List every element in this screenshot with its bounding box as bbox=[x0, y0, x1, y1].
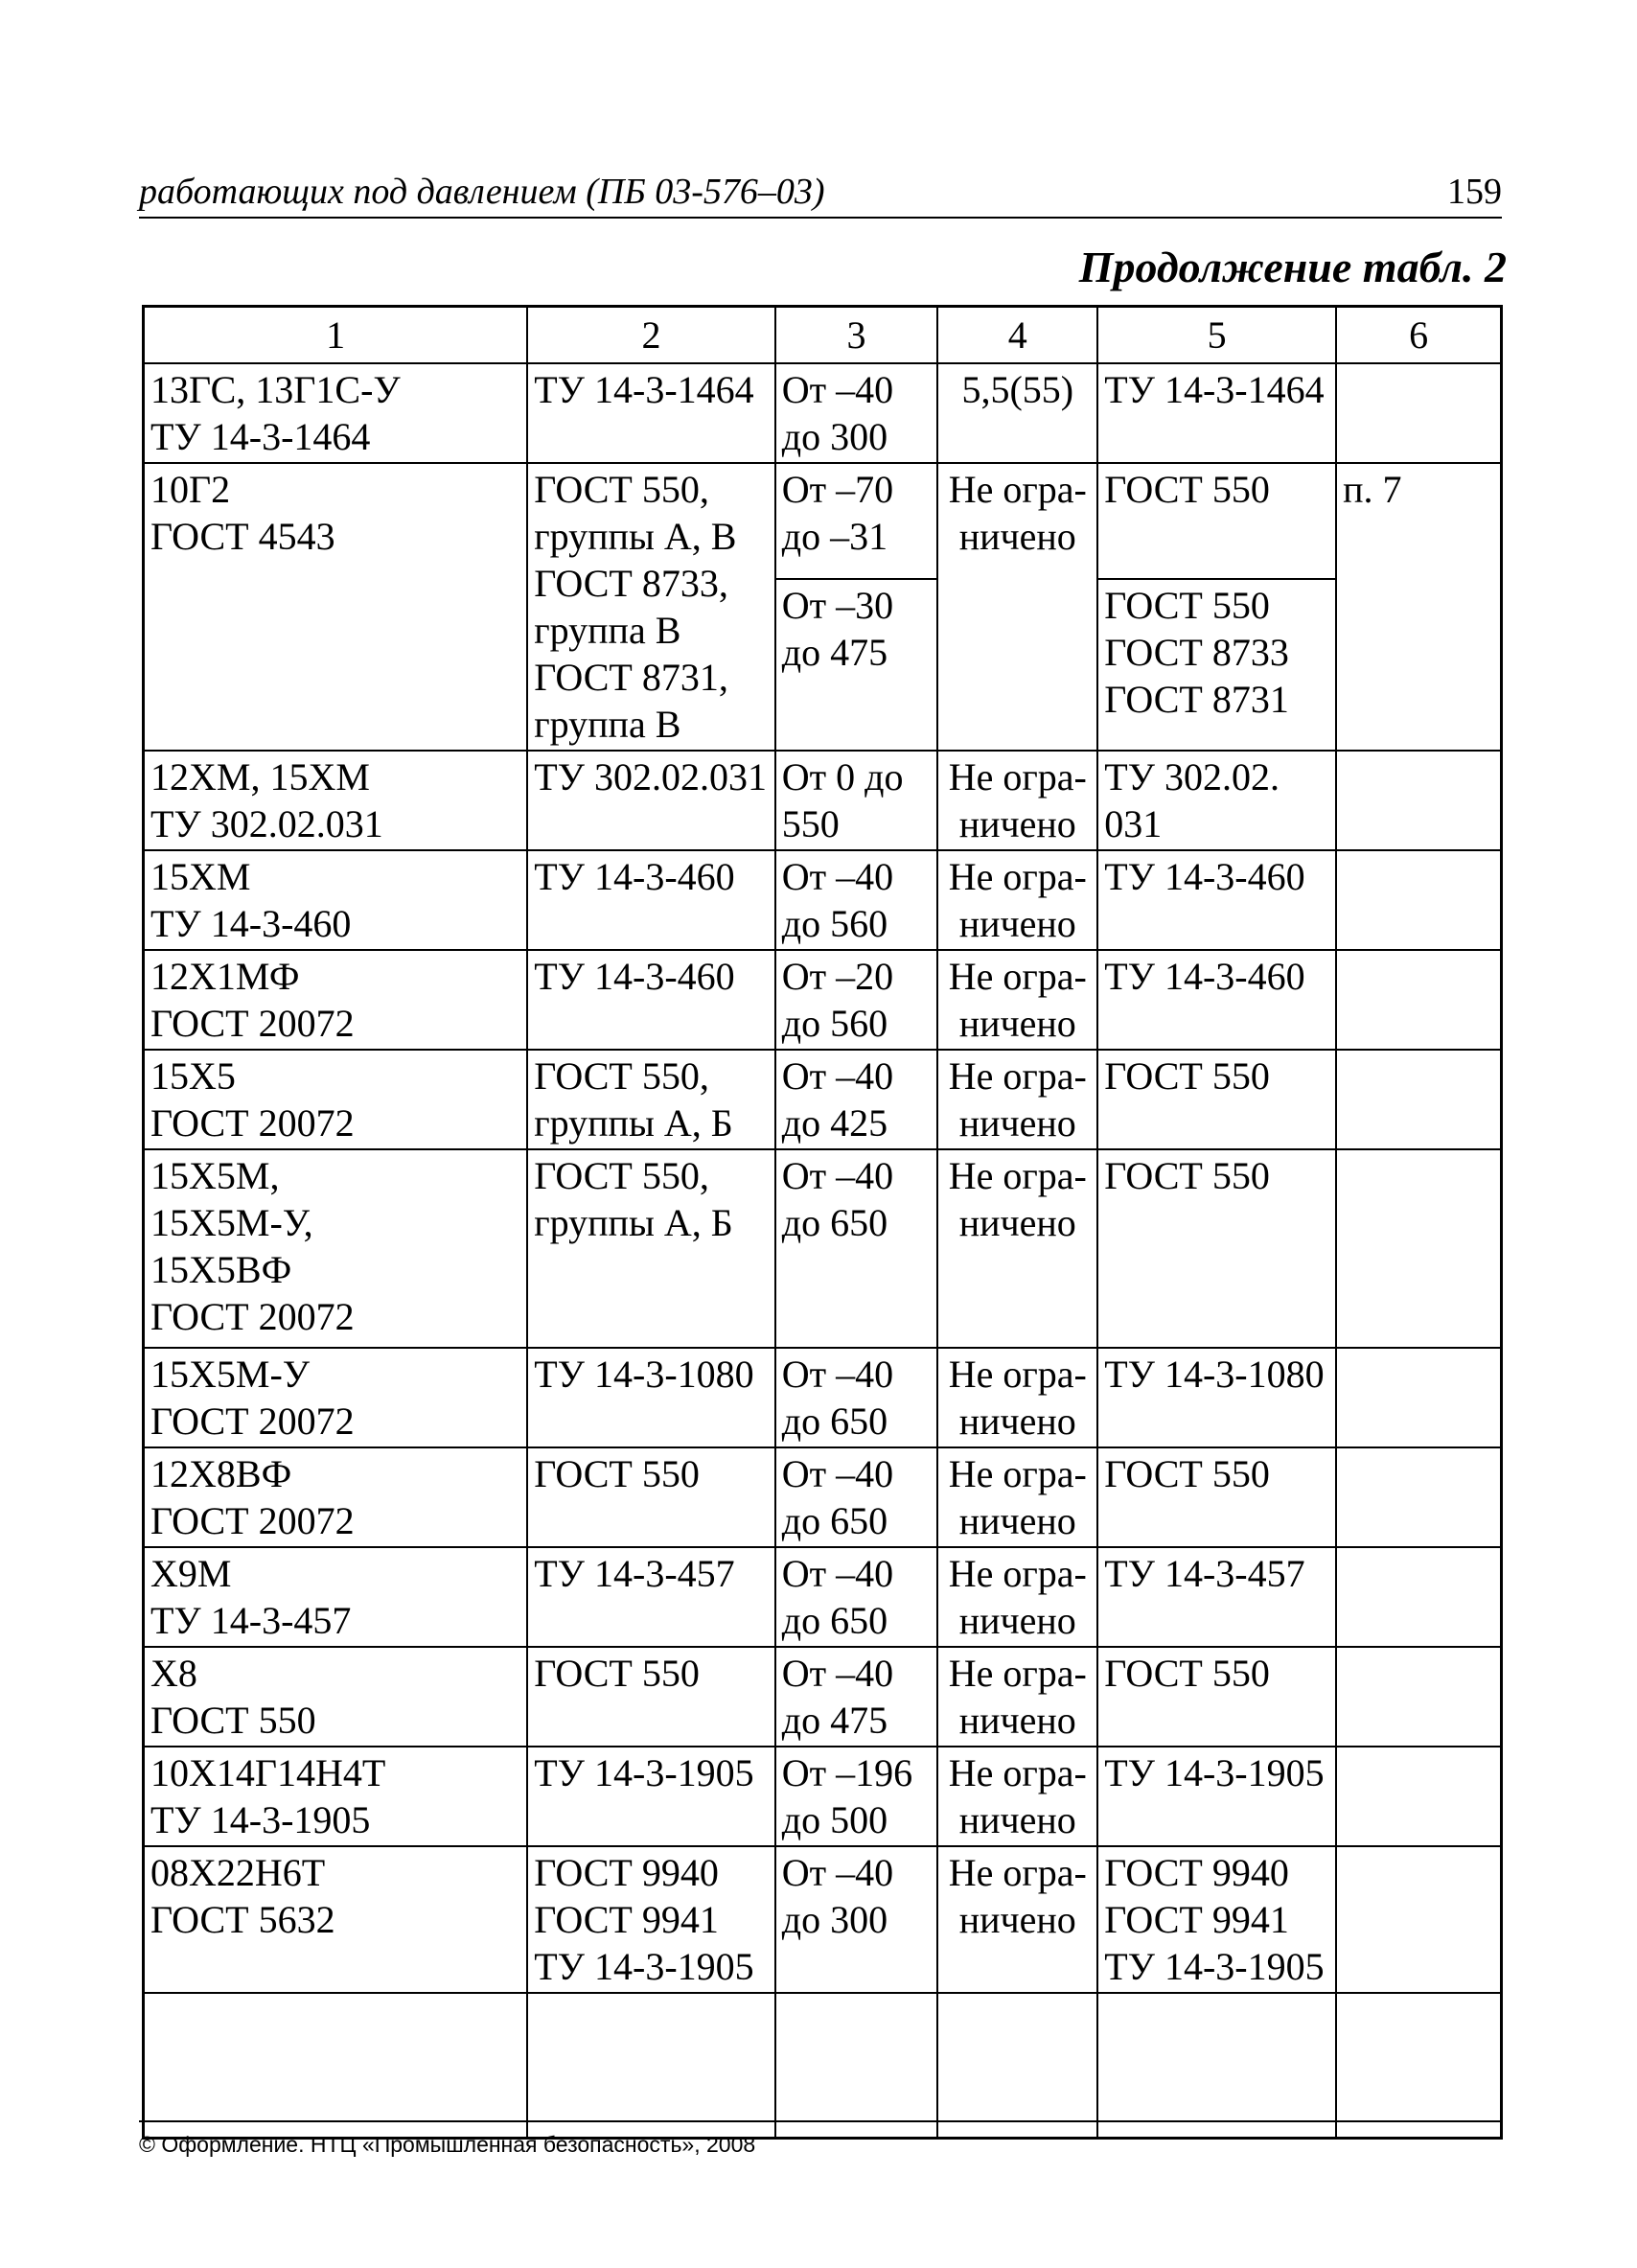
note-cell bbox=[1336, 850, 1501, 950]
steel-grade-cell: 15Х5 ГОСТ 20072 bbox=[144, 1050, 528, 1149]
column-header: 6 bbox=[1336, 307, 1501, 364]
temperature-cell: От –40 до 300 bbox=[775, 363, 938, 463]
control-spec-cell: ТУ 302.02. 031 bbox=[1097, 751, 1336, 850]
control-spec-cell: ГОСТ 550 bbox=[1097, 1050, 1336, 1149]
page-header bbox=[139, 171, 1502, 219]
spec-cell: ТУ 302.02.031 bbox=[527, 751, 775, 850]
temperature-cell: От –40 до 475 bbox=[775, 1647, 938, 1747]
control-spec-cell: ТУ 14-3-460 bbox=[1097, 850, 1336, 950]
page-number: 159 bbox=[1447, 172, 1502, 212]
header-rule bbox=[139, 217, 1502, 219]
copyright-footer: © Оформление. НТЦ «Промышленная безопасность», 2008 bbox=[139, 2132, 756, 2157]
running-title: работающих под давлением (ПБ 03-576–03) bbox=[139, 172, 825, 212]
steel-grade-cell: 13ГС, 13Г1С-У ТУ 14-3-1464 bbox=[144, 363, 528, 463]
pressure-cell: Не огра- ничено bbox=[937, 1348, 1097, 1447]
steel-grade-cell: 15Х5М, 15Х5М-У, 15Х5ВФ ГОСТ 20072 bbox=[144, 1149, 528, 1348]
note-cell: п. 7 bbox=[1336, 463, 1501, 751]
temperature-cell: От –40 до 425 bbox=[775, 1050, 938, 1149]
spec-cell: ТУ 14-3-460 bbox=[527, 950, 775, 1050]
steel-grade-cell: 12Х1МФ ГОСТ 20072 bbox=[144, 950, 528, 1050]
temperature-cell: От –40 до 650 bbox=[775, 1547, 938, 1647]
table-row bbox=[144, 1348, 1502, 1447]
spec-cell: ТУ 14-3-1464 bbox=[527, 363, 775, 463]
spec-cell: ГОСТ 550 bbox=[527, 1447, 775, 1547]
column-header: 2 bbox=[527, 307, 775, 364]
spec-cell: ТУ 14-3-1080 bbox=[527, 1348, 775, 1447]
temperature-cell: От 0 до 550 bbox=[775, 751, 938, 850]
footer-rule bbox=[139, 2120, 1502, 2122]
note-cell bbox=[1336, 363, 1501, 463]
column-header: 3 bbox=[775, 307, 938, 364]
control-spec-cell: ТУ 14-3-1080 bbox=[1097, 1348, 1336, 1447]
table-row bbox=[144, 1747, 1502, 1846]
note-cell bbox=[1336, 751, 1501, 850]
table-row bbox=[144, 1993, 1502, 2138]
steel-grade-cell bbox=[144, 1993, 528, 2138]
table-row bbox=[144, 1447, 1502, 1547]
table-row bbox=[144, 1846, 1502, 1993]
spec-cell: ГОСТ 550, группы А, В ГОСТ 8733, группа В ГОСТ 8731, группа В bbox=[527, 463, 775, 751]
steel-grade-cell: Х8 ГОСТ 550 bbox=[144, 1647, 528, 1747]
note-cell bbox=[1336, 1050, 1501, 1149]
note-cell bbox=[1336, 1348, 1501, 1447]
pressure-cell: Не огра- ничено bbox=[937, 850, 1097, 950]
control-spec-cell: ГОСТ 550 bbox=[1097, 463, 1336, 579]
steel-grade-cell: 15ХМ ТУ 14-3-460 bbox=[144, 850, 528, 950]
table-row bbox=[144, 363, 1502, 463]
pressure-cell: Не огра- ничено bbox=[937, 1447, 1097, 1547]
steel-grade-cell: Х9М ТУ 14-3-457 bbox=[144, 1547, 528, 1647]
pressure-cell bbox=[937, 1993, 1097, 2138]
pressure-cell: Не огра- ничено bbox=[937, 463, 1097, 751]
column-header: 1 bbox=[144, 307, 528, 364]
table-row bbox=[144, 1050, 1502, 1149]
spec-cell: ТУ 14-3-460 bbox=[527, 850, 775, 950]
temperature-cell: От –40 до 560 bbox=[775, 850, 938, 950]
spec-cell: ГОСТ 550 bbox=[527, 1647, 775, 1747]
pressure-cell: Не огра- ничено bbox=[937, 1149, 1097, 1348]
pressure-cell: Не огра- ничено bbox=[937, 1647, 1097, 1747]
pressure-cell: Не огра- ничено bbox=[937, 751, 1097, 850]
note-cell bbox=[1336, 1747, 1501, 1846]
table-row bbox=[144, 751, 1502, 850]
pressure-cell: Не огра- ничено bbox=[937, 1050, 1097, 1149]
temperature-cell: От –40 до 300 bbox=[775, 1846, 938, 1993]
note-cell bbox=[1336, 1846, 1501, 1993]
control-spec-cell: ГОСТ 550 bbox=[1097, 1647, 1336, 1747]
control-spec-cell: ГОСТ 550 bbox=[1097, 1149, 1336, 1348]
steel-grade-cell: 10Х14Г14Н4Т ТУ 14-3-1905 bbox=[144, 1747, 528, 1846]
control-spec-cell: ГОСТ 550 ГОСТ 8733 ГОСТ 8731 bbox=[1097, 579, 1336, 751]
pressure-cell: Не огра- ничено bbox=[937, 1846, 1097, 1993]
table-row bbox=[144, 463, 1502, 579]
note-cell bbox=[1336, 1447, 1501, 1547]
table-row bbox=[144, 850, 1502, 950]
steel-grade-cell: 15Х5М-У ГОСТ 20072 bbox=[144, 1348, 528, 1447]
steel-grade-cell: 12Х8ВФ ГОСТ 20072 bbox=[144, 1447, 528, 1547]
column-header: 4 bbox=[937, 307, 1097, 364]
spec-cell: ТУ 14-3-457 bbox=[527, 1547, 775, 1647]
temperature-cell: От –20 до 560 bbox=[775, 950, 938, 1050]
steel-grade-cell: 12ХМ, 15ХМ ТУ 302.02.031 bbox=[144, 751, 528, 850]
note-cell bbox=[1336, 950, 1501, 1050]
table-header-row bbox=[144, 307, 1502, 364]
note-cell bbox=[1336, 1647, 1501, 1747]
temperature-cell bbox=[775, 1993, 938, 2138]
spec-cell: ГОСТ 550, группы А, Б bbox=[527, 1149, 775, 1348]
temperature-cell: От –40 до 650 bbox=[775, 1149, 938, 1348]
table-row bbox=[144, 1547, 1502, 1647]
control-spec-cell: ГОСТ 550 bbox=[1097, 1447, 1336, 1547]
control-spec-cell: ТУ 14-3-1905 bbox=[1097, 1747, 1336, 1846]
temperature-cell: От –40 до 650 bbox=[775, 1447, 938, 1547]
pressure-cell: 5,5(55) bbox=[937, 363, 1097, 463]
control-spec-cell: ТУ 14-3-1464 bbox=[1097, 363, 1336, 463]
control-spec-cell bbox=[1097, 1993, 1336, 2138]
temperature-cell: От –196 до 500 bbox=[775, 1747, 938, 1846]
materials-table bbox=[142, 305, 1503, 2140]
table-row bbox=[144, 1149, 1502, 1348]
spec-cell: ГОСТ 550, группы А, Б bbox=[527, 1050, 775, 1149]
temperature-cell: От –70 до –31 bbox=[775, 463, 938, 579]
note-cell bbox=[1336, 1993, 1501, 2138]
spec-cell: ТУ 14-3-1905 bbox=[527, 1747, 775, 1846]
pressure-cell: Не огра- ничено bbox=[937, 1747, 1097, 1846]
note-cell bbox=[1336, 1149, 1501, 1348]
column-header: 5 bbox=[1097, 307, 1336, 364]
table-row bbox=[144, 1647, 1502, 1747]
table-continuation-caption: Продолжение табл. 2 bbox=[1078, 243, 1507, 291]
control-spec-cell: ТУ 14-3-457 bbox=[1097, 1547, 1336, 1647]
spec-cell: ГОСТ 9940 ГОСТ 9941 ТУ 14-3-1905 bbox=[527, 1846, 775, 1993]
steel-grade-cell: 10Г2 ГОСТ 4543 bbox=[144, 463, 528, 751]
table-row bbox=[144, 950, 1502, 1050]
steel-grade-cell: 08Х22Н6Т ГОСТ 5632 bbox=[144, 1846, 528, 1993]
pressure-cell: Не огра- ничено bbox=[937, 1547, 1097, 1647]
control-spec-cell: ГОСТ 9940 ГОСТ 9941 ТУ 14-3-1905 bbox=[1097, 1846, 1336, 1993]
temperature-cell: От –40 до 650 bbox=[775, 1348, 938, 1447]
spec-cell bbox=[527, 1993, 775, 2138]
note-cell bbox=[1336, 1547, 1501, 1647]
pressure-cell: Не огра- ничено bbox=[937, 950, 1097, 1050]
control-spec-cell: ТУ 14-3-460 bbox=[1097, 950, 1336, 1050]
temperature-cell: От –30 до 475 bbox=[775, 579, 938, 751]
